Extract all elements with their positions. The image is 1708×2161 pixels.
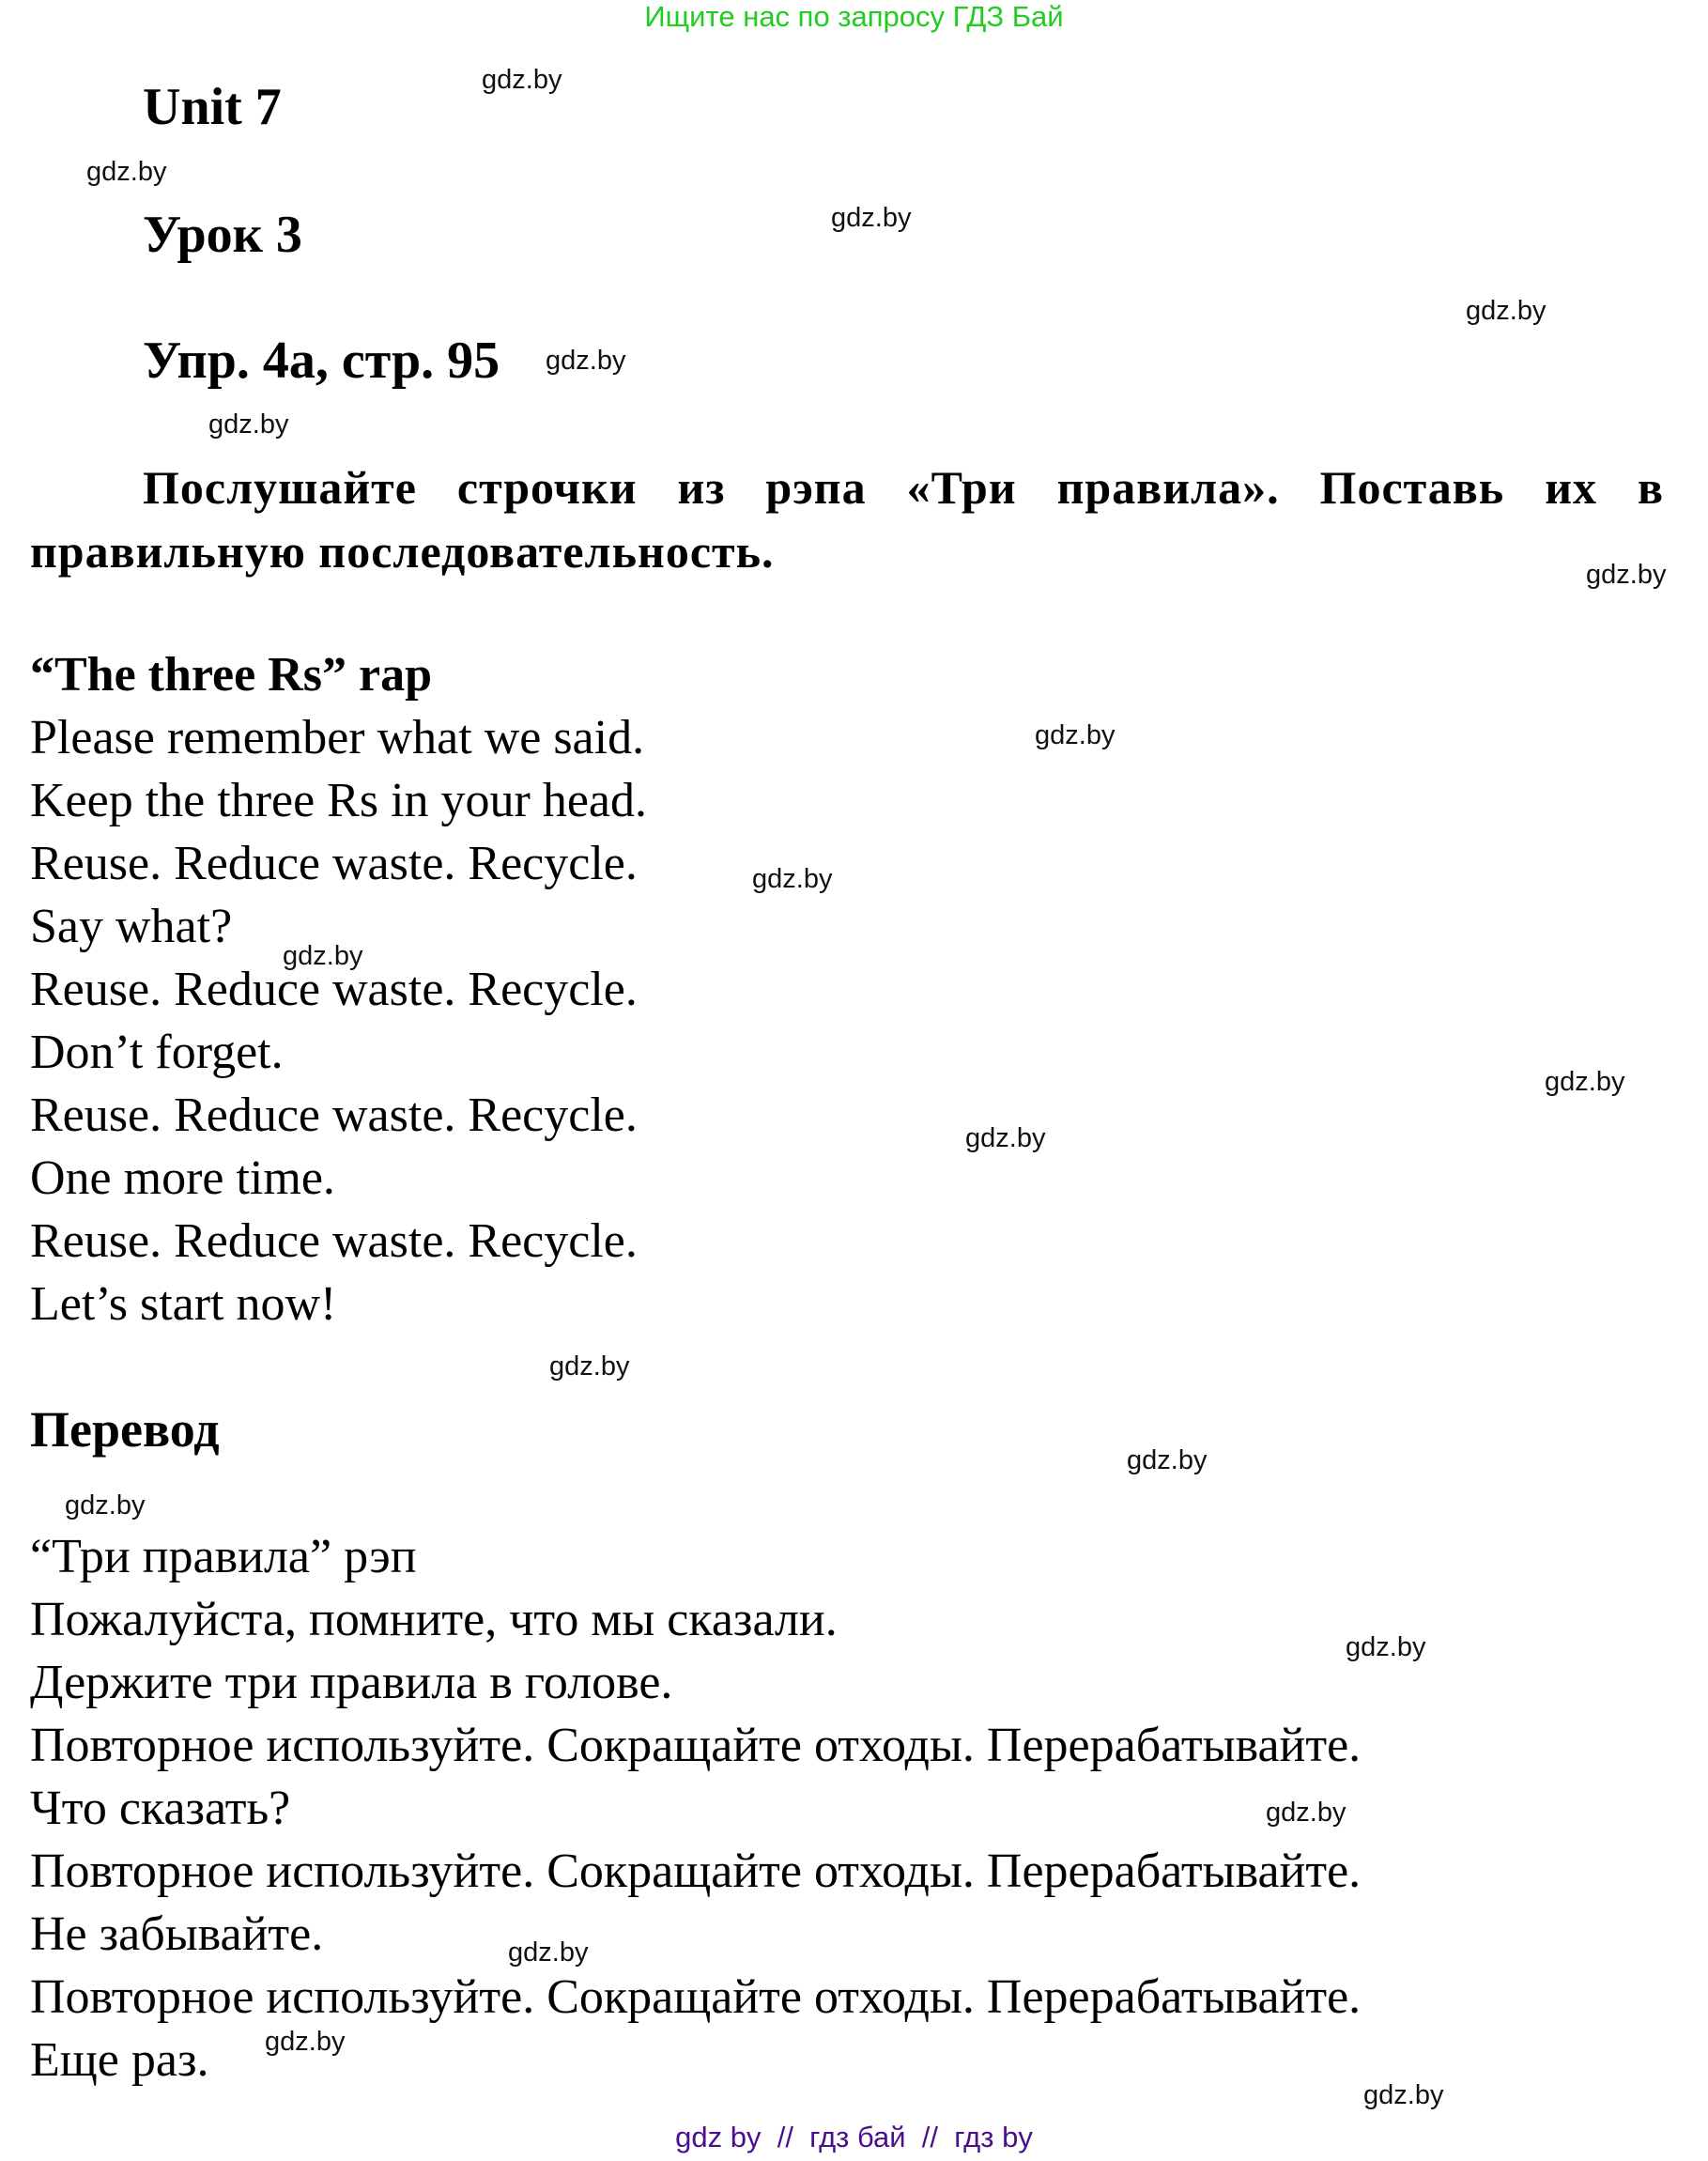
watermark: gdz.by — [508, 1937, 589, 1968]
rap-title: “The three Rs” rap — [30, 648, 433, 702]
watermark: gdz.by — [831, 203, 912, 233]
lesson-heading: Урок 3 — [143, 206, 302, 264]
exercise-instruction: Послушайте строчки из рэпа «Три правила». Поставь их в правильную последовательность. — [30, 461, 1664, 578]
watermark: gdz.by — [1466, 296, 1546, 326]
rap-line: Don’t forget. — [30, 1026, 284, 1079]
watermark: gdz.by — [482, 65, 562, 95]
translation-line: Держите три правила в голове. — [30, 1656, 673, 1709]
watermark: gdz.by — [1545, 1067, 1625, 1097]
watermark: gdz.by — [65, 1490, 146, 1520]
watermark: gdz.by — [1346, 1632, 1426, 1662]
rap-line: Please remember what we said. — [30, 711, 645, 764]
watermark: gdz.by — [1266, 1798, 1346, 1828]
rap-text — [30, 643, 647, 1335]
translation-line: Повторное используйте. Сокращайте отходы. Перерабатывайте. — [30, 1845, 1362, 1898]
watermark: gdz.by — [265, 2027, 346, 2057]
watermark: gdz.by — [86, 157, 167, 187]
rap-line: One more time. — [30, 1151, 335, 1205]
watermark: gdz.by — [546, 346, 626, 376]
rap-line: Let’s start now! — [30, 1277, 337, 1331]
translation-line: Не забывайте. — [30, 1907, 324, 1961]
watermark: gdz.by — [1127, 1445, 1208, 1475]
watermark: gdz.by — [208, 409, 289, 440]
search-banner[interactable]: Ищите нас по запросу ГДЗ Бай — [644, 0, 1064, 33]
translation-heading: Перевод — [30, 1401, 220, 1458]
translation-line: Что сказать? — [30, 1782, 291, 1835]
footer-links[interactable]: gdz by // гдз бай // гдз by — [675, 2121, 1033, 2153]
watermark: gdz.by — [1035, 720, 1116, 750]
unit-heading: Unit 7 — [143, 78, 282, 136]
translation-line: Повторное используйте. Сокращайте отходы. Перерабатывайте. — [30, 1719, 1362, 1772]
translation-title: “Три правила” рэп — [30, 1530, 417, 1583]
watermark: gdz.by — [1363, 2080, 1444, 2110]
watermark: gdz.by — [965, 1123, 1046, 1153]
translation-line: Еще раз. — [30, 2033, 209, 2087]
translation-line: Пожалуйста, помните, что мы сказали. — [30, 1593, 838, 1646]
translation-text — [30, 1525, 1361, 2092]
rap-line: Reuse. Reduce waste. Recycle. — [30, 837, 638, 890]
rap-line: Reuse. Reduce waste. Recycle. — [30, 1088, 638, 1142]
watermark: gdz.by — [549, 1351, 630, 1381]
rap-line: Keep the three Rs in your head. — [30, 774, 648, 827]
watermark: gdz.by — [1586, 560, 1667, 590]
rap-line: Reuse. Reduce waste. Recycle. — [30, 1214, 638, 1268]
watermark: gdz.by — [752, 864, 833, 894]
exercise-heading: Упр. 4а, стр. 95 — [143, 332, 500, 390]
watermark: gdz.by — [283, 941, 363, 971]
rap-line: Say what? — [30, 900, 233, 953]
translation-line: Повторное используйте. Сокращайте отходы. Перерабатывайте. — [30, 1970, 1362, 2024]
rap-line: Reuse. Reduce waste. Recycle. — [30, 963, 638, 1016]
